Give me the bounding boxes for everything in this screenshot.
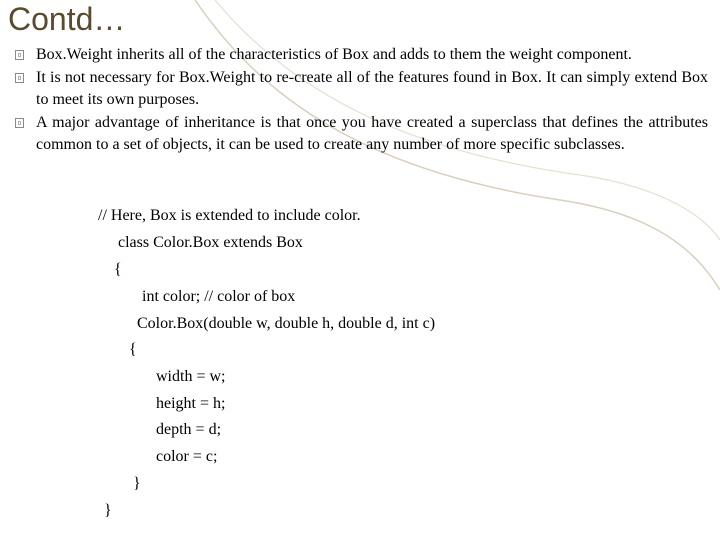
code-line: color = c; — [156, 448, 218, 465]
bullet-item — [14, 67, 708, 112]
code-line: // Here, Box is extended to include color. — [98, 207, 361, 224]
code-line: { — [129, 341, 137, 358]
bullet-item — [14, 44, 708, 67]
bullet-box-icon — [15, 118, 24, 128]
code-line: { — [114, 261, 122, 278]
code-line: Color.Box(double w, double h, double d, int c) — [137, 315, 436, 332]
slide-title: Contd… — [8, 1, 126, 37]
code-line: class Color.Box extends Box — [118, 234, 303, 251]
bullet-text: Box.Weight inherits all of the characteristics of Box and adds to them the weight component. — [36, 46, 632, 63]
code-line: int color; // color of box — [142, 288, 296, 305]
code-line: height = h; — [156, 395, 226, 412]
code-line: } — [104, 502, 112, 519]
bullet-text: A major advantage of inheritance is that once you have created a superclass that defines the attributes common to a set of objects, it can be used to create any number of more specific subclasses. — [36, 113, 708, 153]
bullet-box-icon — [15, 73, 24, 83]
bullet-text: It is not necessary for Box.Weight to re-create all of the features found in Box. It can simply extend Box to meet its own purposes. — [36, 68, 708, 108]
bullet-item — [14, 112, 708, 157]
bullet-box-icon — [15, 50, 24, 60]
code-line: width = w; — [156, 368, 226, 385]
bullet-list — [14, 44, 708, 157]
code-line: depth = d; — [156, 421, 222, 438]
code-line: } — [133, 475, 141, 492]
